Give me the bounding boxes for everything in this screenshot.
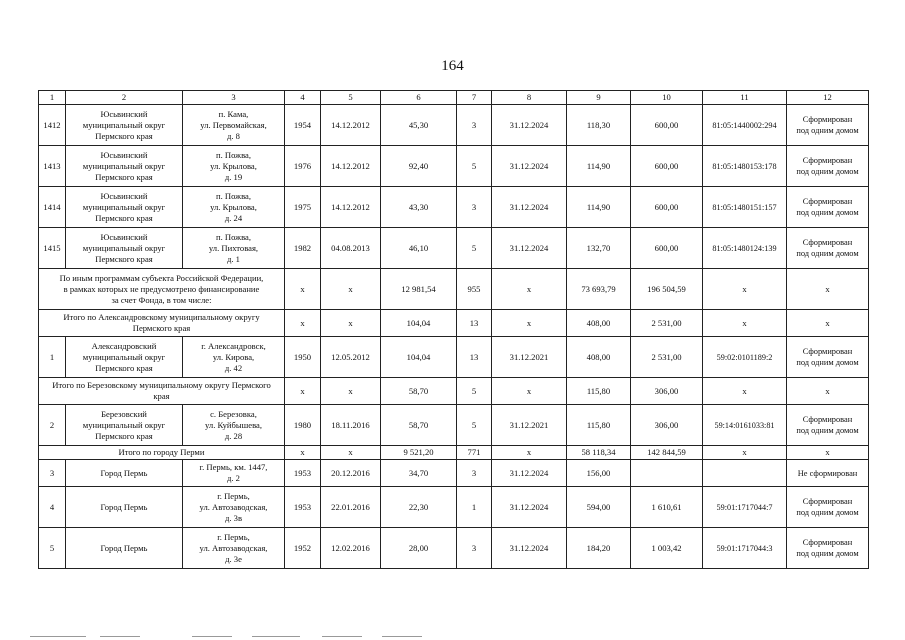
housing-register-table [38,90,869,569]
residents-count: 3 [457,105,492,146]
build-year: x [285,269,321,310]
column-header: 1 [39,91,66,105]
area-value: 43,30 [381,187,457,228]
residents-count: 1 [457,487,492,528]
cadastral-number: 59:02:0101189:2 [703,337,787,378]
subtotal-row [39,378,869,405]
municipality: Юсьвинский муниципальный округ Пермского края [66,146,183,187]
residents-count: 955 [457,269,492,310]
municipality: Город Пермь [66,487,183,528]
column-header: 9 [567,91,631,105]
planned-date: 31.12.2024 [492,460,567,487]
build-year: 1982 [285,228,321,269]
row-number: 4 [39,487,66,528]
land-status: x [787,446,869,460]
planned-date: x [492,310,567,337]
subtotal-label: Итого по Березовскому муниципальному округу Пермского края [39,378,285,405]
planned-date: 31.12.2024 [492,228,567,269]
row-number: 1414 [39,187,66,228]
table-row [39,487,869,528]
settlement-area: 118,30 [567,105,631,146]
recognition-date: 18.11.2016 [321,405,381,446]
municipality: Александровский муниципальный округ Пермского края [66,337,183,378]
subtotal-label: Итого по Александровскому муниципальному округу Пермского края [39,310,285,337]
settlement-area: 115,80 [567,405,631,446]
table-row [39,405,869,446]
cost-value: 600,00 [631,146,703,187]
municipality: Юсьвинский муниципальный округ Пермского края [66,105,183,146]
land-status: Сформирован под одним домом [787,337,869,378]
cost-value: 600,00 [631,187,703,228]
recognition-date: x [321,378,381,405]
address: п. Пожва, ул. Крылова, д. 24 [183,187,285,228]
address: г. Пермь, ул. Автозаводская, д. 3е [183,528,285,569]
page-number: 164 [441,58,464,74]
land-status: Сформирован под одним домом [787,487,869,528]
residents-count: 13 [457,337,492,378]
residents-count: 3 [457,528,492,569]
settlement-area: 594,00 [567,487,631,528]
cost-value: 142 844,59 [631,446,703,460]
settlement-area: 58 118,34 [567,446,631,460]
planned-date: 31.12.2021 [492,405,567,446]
build-year: 1954 [285,105,321,146]
recognition-date: 22.01.2016 [321,487,381,528]
build-year: x [285,446,321,460]
settlement-area: 73 693,79 [567,269,631,310]
planned-date: x [492,446,567,460]
recognition-date: 20.12.2016 [321,460,381,487]
planned-date: x [492,378,567,405]
recognition-date: 14.12.2012 [321,187,381,228]
planned-date: 31.12.2024 [492,487,567,528]
column-header: 8 [492,91,567,105]
land-status: x [787,378,869,405]
cadastral-number: x [703,378,787,405]
cadastral-number: 81:05:1480151:157 [703,187,787,228]
area-value: 58,70 [381,378,457,405]
cadastral-number: 59:01:1717044:7 [703,487,787,528]
cost-value [631,460,703,487]
build-year: 1980 [285,405,321,446]
land-status: Сформирован под одним домом [787,187,869,228]
residents-count: 5 [457,378,492,405]
settlement-area: 114,90 [567,187,631,228]
table-row [39,460,869,487]
residents-count: 13 [457,310,492,337]
cost-value: 306,00 [631,405,703,446]
settlement-area: 408,00 [567,337,631,378]
column-header: 11 [703,91,787,105]
table-row [39,105,869,146]
subtotal-row [39,446,869,460]
cadastral-number [703,460,787,487]
column-header: 2 [66,91,183,105]
land-status: Сформирован под одним домом [787,105,869,146]
land-status: Сформирован под одним домом [787,146,869,187]
build-year: x [285,310,321,337]
column-number-header-row [39,91,869,105]
build-year: 1950 [285,337,321,378]
planned-date: 31.12.2021 [492,337,567,378]
planned-date: x [492,269,567,310]
column-header: 7 [457,91,492,105]
cost-value: 196 504,59 [631,269,703,310]
recognition-date: x [321,269,381,310]
municipality: Город Пермь [66,528,183,569]
address: п. Пожва, ул. Пихтовая, д. 1 [183,228,285,269]
settlement-area: 184,20 [567,528,631,569]
land-status: Сформирован под одним домом [787,228,869,269]
table-row [39,228,869,269]
settlement-area: 156,00 [567,460,631,487]
table-row [39,146,869,187]
address: п. Пожва, ул. Крылова, д. 19 [183,146,285,187]
area-value: 28,00 [381,528,457,569]
planned-date: 31.12.2024 [492,187,567,228]
land-status: Сформирован под одним домом [787,528,869,569]
build-year: 1953 [285,460,321,487]
build-year: x [285,378,321,405]
cost-value: 2 531,00 [631,310,703,337]
residents-count: 771 [457,446,492,460]
area-value: 104,04 [381,310,457,337]
row-number: 3 [39,460,66,487]
column-header: 3 [183,91,285,105]
area-value: 104,04 [381,337,457,378]
recognition-date: x [321,446,381,460]
settlement-area: 132,70 [567,228,631,269]
settlement-area: 114,90 [567,146,631,187]
area-value: 9 521,20 [381,446,457,460]
cadastral-number: 81:05:1480153:178 [703,146,787,187]
recognition-date: 12.02.2016 [321,528,381,569]
residents-count: 3 [457,187,492,228]
row-number: 1413 [39,146,66,187]
cadastral-number: 59:14:0161033:81 [703,405,787,446]
cost-value: 2 531,00 [631,337,703,378]
settlement-area: 115,80 [567,378,631,405]
area-value: 45,30 [381,105,457,146]
cadastral-number: 81:05:1440002:294 [703,105,787,146]
land-status: x [787,269,869,310]
cost-value: 1 003,42 [631,528,703,569]
column-header: 6 [381,91,457,105]
row-number: 1 [39,337,66,378]
area-value: 46,10 [381,228,457,269]
address: г. Пермь, ул. Автозаводская, д. 3в [183,487,285,528]
municipality: Город Пермь [66,460,183,487]
municipality: Юсьвинский муниципальный округ Пермского края [66,228,183,269]
column-header: 12 [787,91,869,105]
build-year: 1952 [285,528,321,569]
recognition-date: 14.12.2012 [321,105,381,146]
cadastral-number: 59:01:1717044:3 [703,528,787,569]
municipality: Юсьвинский муниципальный округ Пермского края [66,187,183,228]
cost-value: 306,00 [631,378,703,405]
column-header: 10 [631,91,703,105]
land-status: Сформирован под одним домом [787,405,869,446]
row-number: 1412 [39,105,66,146]
area-value: 12 981,54 [381,269,457,310]
cost-value: 600,00 [631,228,703,269]
land-status: x [787,310,869,337]
row-number: 2 [39,405,66,446]
recognition-date: 14.12.2012 [321,146,381,187]
cadastral-number: x [703,446,787,460]
recognition-date: x [321,310,381,337]
cadastral-number: x [703,310,787,337]
build-year: 1975 [285,187,321,228]
column-header: 4 [285,91,321,105]
residents-count: 5 [457,146,492,187]
planned-date: 31.12.2024 [492,528,567,569]
recognition-date: 12.05.2012 [321,337,381,378]
table-row [39,187,869,228]
build-year: 1976 [285,146,321,187]
area-value: 34,70 [381,460,457,487]
subtotal-row [39,269,869,310]
area-value: 58,70 [381,405,457,446]
address: п. Кама, ул. Первомайская, д. 8 [183,105,285,146]
subtotal-row [39,310,869,337]
table-row [39,528,869,569]
area-value: 92,40 [381,146,457,187]
table-row [39,337,869,378]
cost-value: 600,00 [631,105,703,146]
municipality: Березовский муниципальный округ Пермского края [66,405,183,446]
build-year: 1953 [285,487,321,528]
row-number: 1415 [39,228,66,269]
column-header: 5 [321,91,381,105]
planned-date: 31.12.2024 [492,146,567,187]
residents-count: 3 [457,460,492,487]
cost-value: 1 610,61 [631,487,703,528]
row-number: 5 [39,528,66,569]
address: г. Александровск, ул. Кирова, д. 42 [183,337,285,378]
settlement-area: 408,00 [567,310,631,337]
subtotal-label: По иным программам субъекта Российской Федерации, в рамках которых не предусмотрено финансирование за счет Фонда, в том числе: [39,269,285,310]
cadastral-number: x [703,269,787,310]
land-status: Не сформирован [787,460,869,487]
recognition-date: 04.08.2013 [321,228,381,269]
address: г. Пермь, км. 1447, д. 2 [183,460,285,487]
subtotal-label: Итого по городу Перми [39,446,285,460]
residents-count: 5 [457,228,492,269]
cadastral-number: 81:05:1480124:139 [703,228,787,269]
planned-date: 31.12.2024 [492,105,567,146]
address: с. Березовка, ул. Куйбышева, д. 28 [183,405,285,446]
residents-count: 5 [457,405,492,446]
area-value: 22,30 [381,487,457,528]
